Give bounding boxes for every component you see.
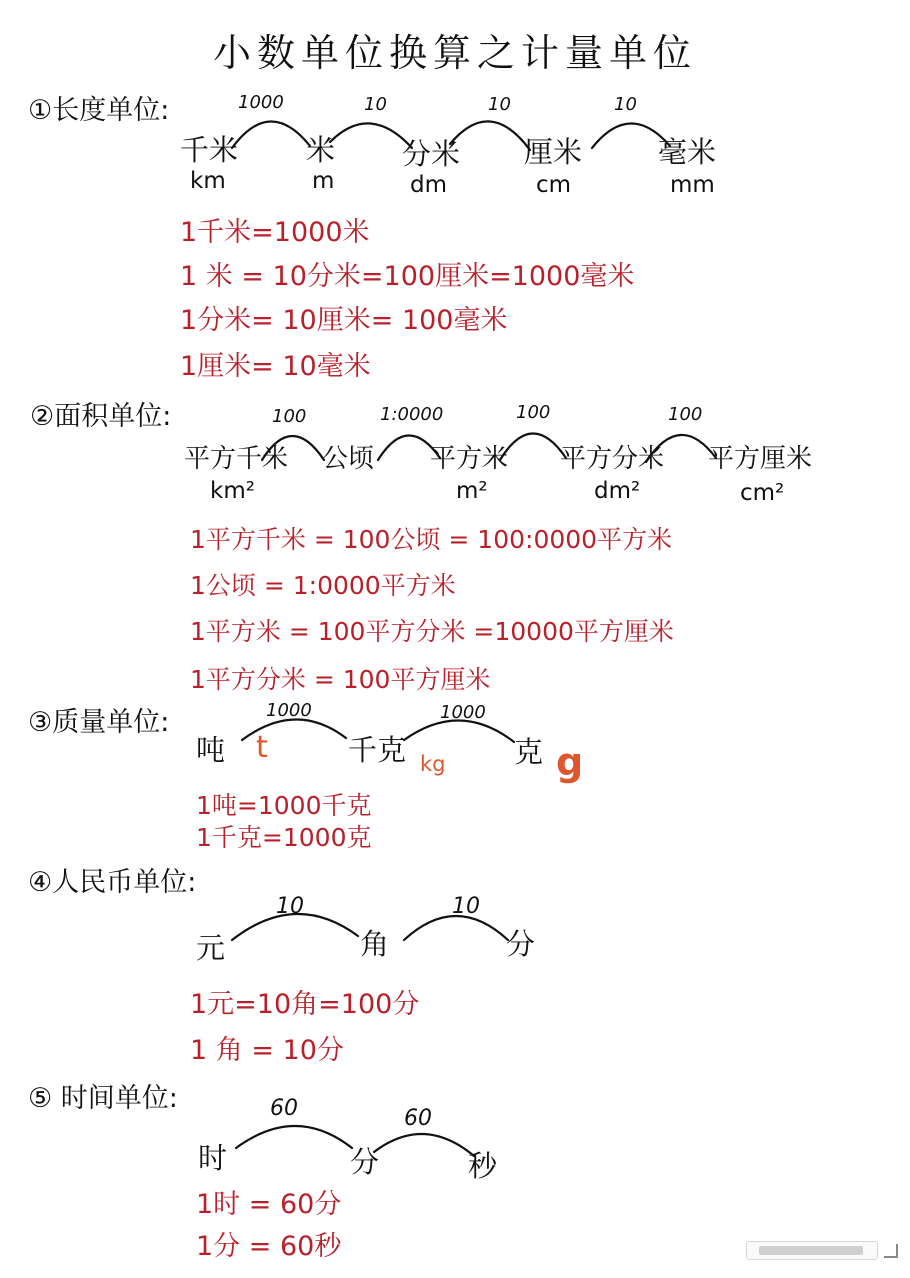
unit-abbr: km <box>190 168 226 194</box>
unit-abbr: g <box>556 740 584 784</box>
unit-label: 厘米 <box>524 135 583 169</box>
unit-abbr: mm <box>670 172 715 198</box>
factor-label: 10 <box>364 94 387 115</box>
unit-abbr: cm <box>536 172 572 198</box>
unit-label: 分 <box>506 927 536 961</box>
unit-abbr: m <box>312 168 335 194</box>
unit-label: 时 <box>198 1141 228 1175</box>
scrollbar-thumb[interactable] <box>759 1246 863 1255</box>
factor-label: 10 <box>452 894 480 919</box>
equation-line: 1 米 = 10分米=100厘米=1000毫米 <box>180 261 635 292</box>
unit-label: 角 <box>360 927 390 961</box>
unit-abbr: m² <box>456 478 488 504</box>
equation-line: 1千克=1000克 <box>196 823 372 852</box>
section-rmb-heading: ④人民币单位: <box>28 867 197 898</box>
unit-abbr: dm <box>410 172 448 198</box>
arc-m2-dm2 <box>500 433 566 460</box>
section-mass-heading: ③质量单位: <box>28 707 170 738</box>
equation-line: 1分 = 60秒 <box>196 1231 342 1262</box>
factor-label: 60 <box>270 1096 298 1121</box>
unit-abbr: cm² <box>740 480 785 506</box>
equation-line: 1厘米= 10毫米 <box>180 351 371 382</box>
unit-label: 米 <box>306 133 336 167</box>
equation-line: 1平方米 = 100平方分米 =10000平方厘米 <box>190 617 674 646</box>
unit-label: 分 <box>350 1145 380 1179</box>
arc-hour-min <box>236 1126 352 1148</box>
factor-label: 100 <box>668 404 703 425</box>
factor-label: 100 <box>516 402 551 423</box>
unit-abbr: t <box>256 730 268 765</box>
unit-label: 毫米 <box>658 135 717 169</box>
equation-line: 1分米= 10厘米= 100毫米 <box>180 305 508 336</box>
unit-abbr: kg <box>420 752 446 776</box>
unit-label: 平方米 <box>430 444 509 474</box>
factor-label: 1000 <box>266 700 312 721</box>
arc-kg-g <box>404 720 514 742</box>
unit-label: 公顷 <box>322 444 375 474</box>
factor-label: 10 <box>614 94 637 115</box>
unit-label: 吨 <box>196 733 226 767</box>
unit-label: 平方千米 <box>184 444 289 474</box>
factor-label: 100 <box>272 406 307 427</box>
arc-m-dm <box>330 123 412 148</box>
factor-label: 1000 <box>440 702 486 723</box>
unit-label: 平方分米 <box>560 444 665 474</box>
factor-label: 60 <box>404 1106 432 1131</box>
factor-label: 10 <box>276 894 304 919</box>
resize-corner-icon[interactable] <box>884 1244 898 1258</box>
unit-label: 千米 <box>180 133 239 167</box>
arc-min-sec <box>374 1134 474 1156</box>
factor-label: 1:0000 <box>380 404 444 425</box>
unit-label: 秒 <box>468 1149 498 1183</box>
unit-label: 元 <box>196 931 226 965</box>
arc-jiao-fen <box>404 916 508 940</box>
equation-line: 1 角 = 10分 <box>190 1035 344 1066</box>
unit-label: 平方厘米 <box>708 444 813 474</box>
unit-label: 克 <box>514 735 544 769</box>
equation-line: 1元=10角=100分 <box>190 989 420 1020</box>
equation-line: 1吨=1000千克 <box>196 791 372 820</box>
section-time-heading: ⑤ 时间单位: <box>28 1083 178 1114</box>
unit-label: 分米 <box>402 137 461 171</box>
arc-dm-cm <box>450 121 530 150</box>
section-area-heading: ②面积单位: <box>30 401 172 432</box>
equation-line: 1平方分米 = 100平方厘米 <box>190 665 491 694</box>
horizontal-scrollbar[interactable] <box>746 1241 878 1260</box>
arc-km-m <box>232 121 310 148</box>
unit-label: 千克 <box>348 733 407 767</box>
section-length-heading: ①长度单位: <box>28 95 170 126</box>
equation-line: 1公顷 = 1:0000平方米 <box>190 571 456 600</box>
equation-line: 1平方千米 = 100公顷 = 100:0000平方米 <box>190 525 673 554</box>
unit-abbr: dm² <box>594 478 641 504</box>
equation-line: 1时 = 60分 <box>196 1189 342 1220</box>
unit-abbr: km² <box>210 478 255 504</box>
page-title: 小数单位换算之计量单位 <box>212 31 697 75</box>
factor-label: 1000 <box>238 92 284 113</box>
factor-label: 10 <box>488 94 511 115</box>
equation-line: 1千米=1000米 <box>180 217 370 248</box>
